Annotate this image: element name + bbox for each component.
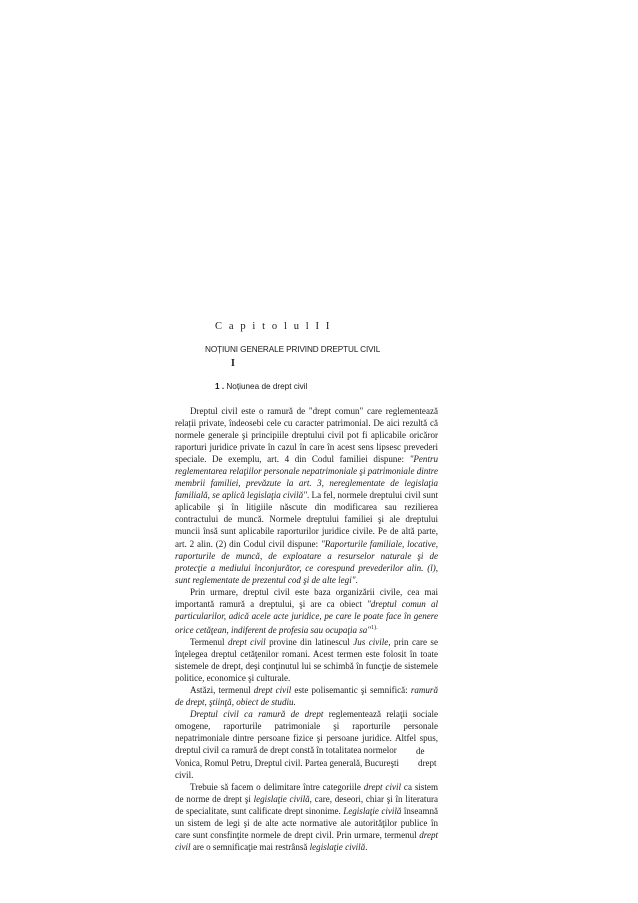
body-text-continued <box>175 769 438 853</box>
chapter-heading: C a p i t o l u l I I <box>215 321 332 332</box>
paragraph: Trebuie să facem o delimitare între categoriile drept civil ca sistem de norme de drept şi legislaţie civilă, care, deseori, chiar şi în literatura de specialitate, sunt calificate drept sinonime. Legislaţie civilă înseamnă un sistem de legi şi de alte acte normative ale autorităţilor publice în care sunt consfinţite normele de drept civil. Prin urmare, termenul drept civil are o semnificaţie mai restrânsă legislaţie civilă. <box>175 782 438 853</box>
paragraph: Dreptul civil ca ramură de drept reglementează relaţii sociale omogene, raporturile patrimoniale şi raporturile personale nepatrimoniale dintre persoane fizice şi persoane juridice. Altfel spus, dreptul civil ca ramură de drept constă în totalitatea normelor <box>175 709 439 756</box>
paragraph: Astăzi, termenul drept civil este polisemantic şi semnifică: ramură de drept, ştiinţă, obiect de studiu. <box>175 685 438 708</box>
paragraph: Dreptul civil este o ramură de "drept comun" care reglementează relații private, îndeosebi cele cu caracter patrimonial. De aici rezultă că normele generale şi principiile dreptului civil pot fi aplicabile oricăror raporturi juridice private în cazul în care în acest sens lipsesc prevederi speciale. De exemplu, art. 4 din Codul familiei dispune: "Pentru reglementarea relaţiilor personale nepatrimoniale şi patrimoniale dintre membrii familiei, prevăzute la art. 3, nereglementate de legislaţia familială, se aplică legislaţia civilă". La fel, normele dreptului civil sunt aplicabile şi în litigiile născute din modificarea sau rezilierea contractului de muncă. Normele dreptului familiei şi ale dreptului muncii însă sunt aplicabile raporturilor juridice civile. Pe de altă parte, art. 2 alin. (2) din Codul civil dispune: "Raporturile familiale, locative, raporturile de muncă, de exploatare a resurselor naturale şi de protecţie a mediului înconjurător, ce corespund prevederilor alin. (l), sunt reglementate de prezentul cod şi de alte legi". <box>175 406 438 585</box>
subsection-title: Noțiunea de drept civil <box>226 382 308 391</box>
subsection-heading <box>215 382 307 391</box>
body-text <box>175 405 438 756</box>
footnote-fragment: de <box>416 746 425 756</box>
footnote-reference: Vonica, Romul Petru, Dreptul civil. Partea generală, Bucureşti <box>175 758 400 768</box>
paragraph: civil. <box>175 770 194 780</box>
section-number: I <box>231 358 235 369</box>
paragraph: Termenul drept civil provine din latinescul Jus civile, prin care se înţelegea dreptul cetăţenilor romani. Acest termen este folosit în toate sistemele de drept, deşi conţinutul lui se schimbă în funcţie de sistemele politice, economice şi culturale. <box>175 636 438 684</box>
subsection-number: 1 . <box>215 382 225 391</box>
footnote-fragment: drept <box>418 758 437 768</box>
paragraph: Prin urmare, dreptul civil este baza organizării civile, cea mai importantă ramură a dreptului, şi are ca obiect "dreptul comun al particularilor, adică acele acte juridice, pe care le poate face în genere orice cetăţean, indiferent de profesia sau ocupaţia sa"$^{1).}$ <box>175 586 438 635</box>
section-title: NOȚIUNI GENERALE PRIVIND DREPTUL CIVIL <box>205 345 381 354</box>
